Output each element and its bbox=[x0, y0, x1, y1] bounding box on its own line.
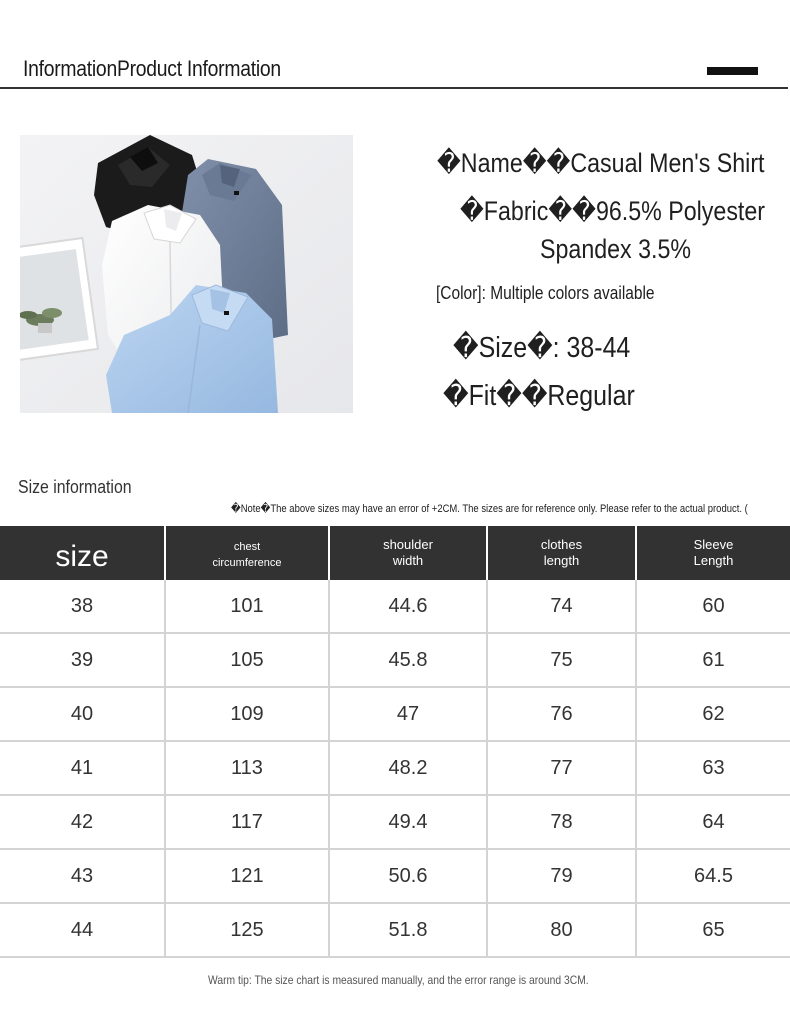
column-header-clothes-length bbox=[487, 526, 636, 580]
cell-shoulder: 47 bbox=[329, 687, 487, 741]
column-header-label: clothes bbox=[540, 537, 583, 552]
table-row bbox=[0, 633, 790, 687]
cell-sleeve-length: 64 bbox=[636, 795, 790, 849]
table-row bbox=[0, 741, 790, 795]
product-color: [Color]: Multiple colors available bbox=[436, 283, 655, 303]
column-header-label: size bbox=[55, 540, 109, 573]
size-table bbox=[0, 526, 790, 958]
cell-chest: 109 bbox=[165, 687, 329, 741]
cell-sleeve-length: 60 bbox=[636, 580, 790, 633]
cell-shoulder: 50.6 bbox=[329, 849, 487, 903]
column-header-sublabel: circumference bbox=[212, 557, 282, 569]
size-note: �Note�The above sizes may have an error of +2CM. The sizes are for reference only. Please refer to the actual product. ( bbox=[231, 503, 748, 515]
cell-chest: 117 bbox=[165, 795, 329, 849]
column-header-chest bbox=[165, 526, 329, 580]
cell-sleeve-length: 62 bbox=[636, 687, 790, 741]
shirts-illustration bbox=[20, 135, 353, 413]
cell-clothes-length: 74 bbox=[487, 580, 636, 633]
cell-size: 42 bbox=[0, 795, 165, 849]
column-header-label: shoulder bbox=[383, 537, 433, 552]
cell-clothes-length: 79 bbox=[487, 849, 636, 903]
product-photo bbox=[20, 135, 353, 413]
table-row bbox=[0, 687, 790, 741]
product-fabric-continued: Spandex 3.5% bbox=[540, 234, 692, 264]
cell-shoulder: 49.4 bbox=[329, 795, 487, 849]
size-info-heading: Size information bbox=[18, 477, 132, 497]
table-row bbox=[0, 580, 790, 633]
cell-size: 41 bbox=[0, 741, 165, 795]
cell-chest: 101 bbox=[165, 580, 329, 633]
column-header-sleeve-length bbox=[636, 526, 790, 580]
product-fit: �Fit��Regular bbox=[443, 380, 635, 412]
cell-size: 40 bbox=[0, 687, 165, 741]
cell-clothes-length: 76 bbox=[487, 687, 636, 741]
header-divider bbox=[0, 87, 788, 89]
product-name: �Name��Casual Men's Shirt bbox=[437, 148, 765, 178]
product-size-range: �Size�: 38-44 bbox=[453, 332, 631, 364]
column-header-sublabel: Length bbox=[693, 553, 734, 568]
cell-clothes-length: 75 bbox=[487, 633, 636, 687]
warm-tip: Warm tip: The size chart is measured manually, and the error range is around 3CM. bbox=[208, 973, 589, 987]
cell-shoulder: 48.2 bbox=[329, 741, 487, 795]
cell-clothes-length: 77 bbox=[487, 741, 636, 795]
cell-size: 43 bbox=[0, 849, 165, 903]
cell-sleeve-length: 64.5 bbox=[636, 849, 790, 903]
cell-size: 38 bbox=[0, 580, 165, 633]
cell-sleeve-length: 63 bbox=[636, 741, 790, 795]
column-header-label: chest bbox=[233, 541, 261, 553]
cell-shoulder: 51.8 bbox=[329, 903, 487, 957]
cell-sleeve-length: 61 bbox=[636, 633, 790, 687]
column-header-sublabel: length bbox=[543, 553, 580, 568]
cell-chest: 113 bbox=[165, 741, 329, 795]
cell-chest: 125 bbox=[165, 903, 329, 957]
table-row bbox=[0, 903, 790, 957]
cell-chest: 121 bbox=[165, 849, 329, 903]
column-header-label: Sleeve bbox=[693, 537, 734, 552]
column-header-shoulder bbox=[329, 526, 487, 580]
header-accent-bar bbox=[707, 67, 758, 75]
cell-chest: 105 bbox=[165, 633, 329, 687]
cell-clothes-length: 80 bbox=[487, 903, 636, 957]
cell-sleeve-length: 65 bbox=[636, 903, 790, 957]
product-fabric: �Fabric��96.5% Polyester bbox=[460, 196, 766, 226]
cell-clothes-length: 78 bbox=[487, 795, 636, 849]
page-title: InformationProduct Information bbox=[23, 56, 281, 81]
column-header-size bbox=[0, 526, 165, 580]
cell-shoulder: 44.6 bbox=[329, 580, 487, 633]
table-row bbox=[0, 849, 790, 903]
cell-shoulder: 45.8 bbox=[329, 633, 487, 687]
cell-size: 39 bbox=[0, 633, 165, 687]
column-header-sublabel: width bbox=[392, 553, 424, 568]
table-row bbox=[0, 795, 790, 849]
cell-size: 44 bbox=[0, 903, 165, 957]
size-table-header-row bbox=[0, 526, 790, 580]
